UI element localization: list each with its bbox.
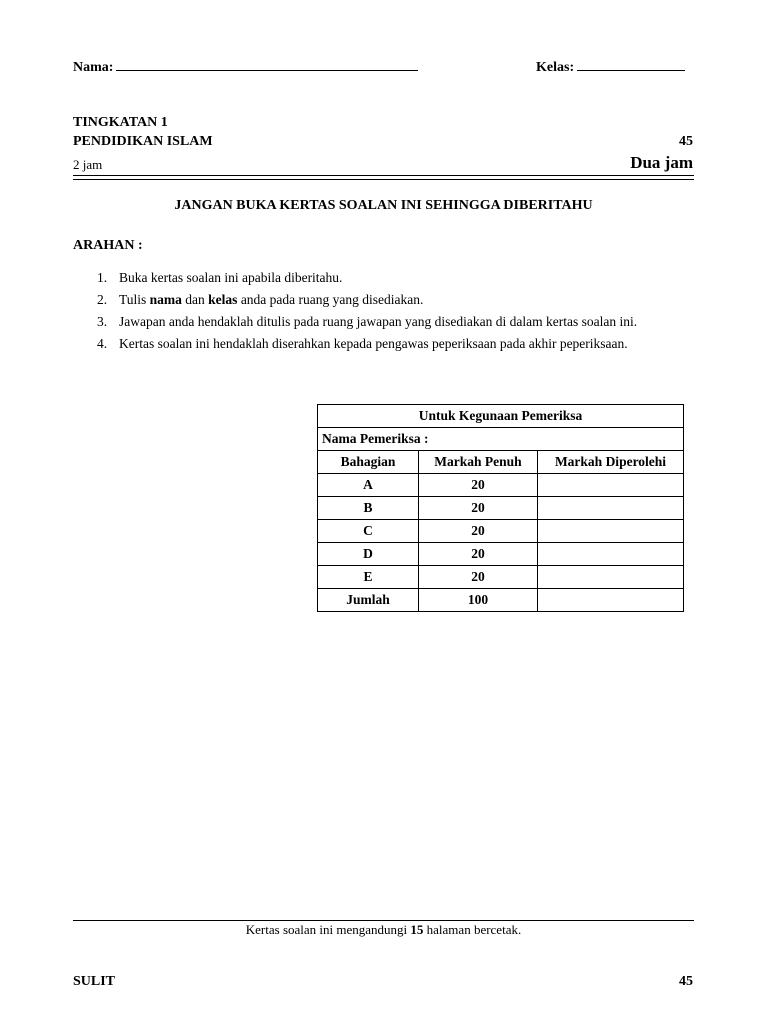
page-count-note-pre: Kertas soalan ini mengandungi	[245, 922, 411, 937]
page-count-number: 15	[410, 922, 424, 937]
table-row	[318, 543, 684, 566]
obtained-marks-cell[interactable]	[538, 497, 684, 520]
examiner-name-label[interactable]: Nama Pemeriksa :	[318, 428, 684, 451]
instruction-text-pre: Tulis	[119, 292, 150, 307]
table-total-row	[318, 589, 684, 612]
footer-divider	[73, 920, 694, 921]
section-cell: D	[318, 543, 419, 566]
page-count-note	[73, 922, 694, 938]
section-cell: B	[318, 497, 419, 520]
total-full-marks-cell: 100	[419, 589, 538, 612]
header-obtained-marks: Markah Diperolehi	[538, 451, 684, 474]
section-cell: A	[318, 474, 419, 497]
footer-paper-code: 45	[679, 974, 693, 989]
instructions-list	[73, 270, 694, 358]
table-row	[318, 520, 684, 543]
header-full-marks: Markah Penuh	[419, 451, 538, 474]
instruction-bold-name: nama	[149, 292, 182, 307]
duration-words: Dua jam	[630, 153, 693, 172]
header-section: Bahagian	[318, 451, 419, 474]
examiner-name-row	[318, 428, 684, 451]
class-blank[interactable]	[577, 58, 685, 71]
name-field-row	[73, 58, 418, 76]
instruction-item	[73, 314, 694, 330]
instruction-text: Buka kertas soalan ini apabila diberitahu.	[119, 270, 343, 285]
full-marks-cell: 20	[419, 520, 538, 543]
full-marks-cell: 20	[419, 566, 538, 589]
header-divider-top	[73, 175, 694, 176]
instruction-number: 4.	[97, 336, 108, 351]
section-cell: E	[318, 566, 419, 589]
name-blank[interactable]	[116, 58, 418, 71]
class-field-row	[536, 58, 685, 76]
section-cell: C	[318, 520, 419, 543]
examiner-marks-table	[317, 404, 684, 612]
obtained-marks-cell[interactable]	[538, 566, 684, 589]
confidential-label: SULIT	[73, 974, 116, 989]
instruction-text: Jawapan anda hendaklah ditulis pada ruang jawapan yang disediakan di dalam kertas soalan ini.	[119, 314, 638, 329]
table-header-row	[318, 451, 684, 474]
instruction-item	[73, 336, 694, 352]
instruction-bold-class: kelas	[208, 292, 238, 307]
instruction-item	[73, 270, 694, 286]
form-level: TINGKATAN 1	[73, 115, 168, 130]
obtained-marks-cell[interactable]	[538, 520, 684, 543]
table-title: Untuk Kegunaan Pemeriksa	[318, 405, 684, 428]
full-marks-cell: 20	[419, 497, 538, 520]
total-label-cell: Jumlah	[318, 589, 419, 612]
instruction-text-mid: dan	[181, 292, 209, 307]
table-title-row	[318, 405, 684, 428]
obtained-marks-cell[interactable]	[538, 474, 684, 497]
instruction-number: 1.	[97, 270, 108, 285]
instruction-item	[73, 292, 694, 308]
class-label: Kelas:	[536, 60, 575, 75]
total-obtained-marks-cell[interactable]	[538, 589, 684, 612]
instruction-number: 3.	[97, 314, 108, 329]
table-row	[318, 566, 684, 589]
warning-text: JANGAN BUKA KERTAS SOALAN INI SEHINGGA DIBERITAHU	[174, 198, 593, 213]
header-divider-bottom	[73, 179, 694, 180]
instruction-number: 2.	[97, 292, 108, 307]
subject-title: PENDIDIKAN ISLAM	[73, 134, 213, 149]
instruction-text: Kertas soalan ini hendaklah diserahkan kepada pengawas peperiksaan pada akhir peperiksaan.	[119, 336, 628, 351]
table-row	[318, 474, 684, 497]
full-marks-cell: 20	[419, 474, 538, 497]
instructions-title: ARAHAN :	[73, 238, 143, 253]
table-row	[318, 497, 684, 520]
duration: 2 jam	[73, 157, 103, 172]
paper-code: 45	[679, 134, 693, 149]
name-label: Nama:	[73, 60, 114, 75]
page-count-note-post: halaman bercetak.	[423, 922, 522, 937]
instruction-text-post: anda pada ruang yang disediakan.	[237, 292, 424, 307]
obtained-marks-cell[interactable]	[538, 543, 684, 566]
full-marks-cell: 20	[419, 543, 538, 566]
